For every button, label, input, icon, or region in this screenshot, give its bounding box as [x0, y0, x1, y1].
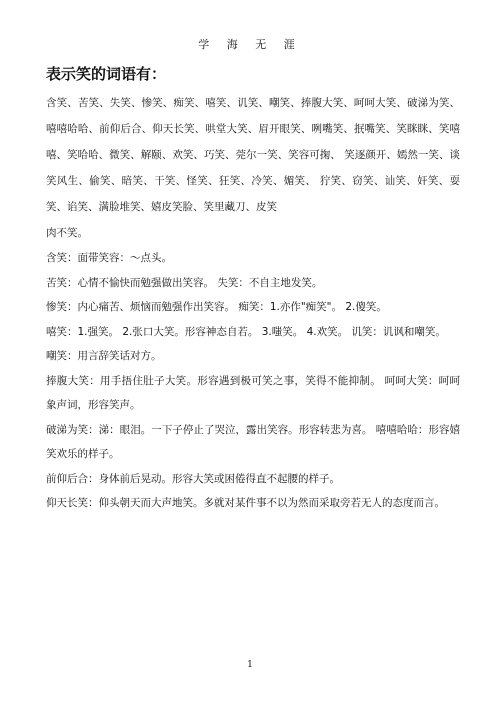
definition-3: 惨笑：内心痛苦、烦恼而勉强作出笑容。 痴笑：1.亦作"痴笑"。 2.傻笑。	[46, 301, 387, 313]
definition-6: 捧腹大笑：用手捂住肚子大笑。形容遇到极可笑之事，笑得不能抑制。 呵呵大笑：呵呵 象声词，形容笑声。	[46, 374, 460, 411]
page-title: 表示笑的词语有：	[46, 65, 167, 83]
definition-7: 破涕为笑：涕：眼泪。一下子停止了哭泣，露出笑容。形容转悲为喜。 嘻嘻哈哈：形容嬉笑欢乐的样子。	[46, 423, 460, 460]
definition-2: 苦笑：心情不愉快而勉强做出笑容。 失笑：不自主地发笑。	[46, 276, 323, 289]
definition-1: 含笑：面带笑容：～点头。	[46, 252, 172, 264]
word-list: 含笑、苦笑、失笑、惨笑、痴笑、嘻笑、讥笑、嘲笑、捧腹大笑、呵呵大笑、破涕为笑、嘻嘻哈哈、前仰后合、仰天长笑、哄堂大笑、眉开眼笑、咧嘴笑、抿嘴笑、笑眯眯、笑嘻嘻、笑哈哈、微笑、解颐、欢笑、巧笑、莞尔一笑、笑容可掬、 笑逐颜开、嫣然一笑、谈笑风生、偷笑、暗笑、干笑、怪笑、狂笑、冷笑、媚笑、 狞笑、窃笑、讪笑、奸笑、耍笑、谄笑、满脸堆笑、嬉皮笑脸、笑里藏刀、皮笑	[46, 97, 460, 213]
word-list-end: 肉不笑。	[46, 227, 88, 239]
page-header: 学 海 无 涯	[198, 38, 302, 51]
definition-5: 嘲笑：用言辞笑话对方。	[46, 350, 162, 362]
page-number: 1	[247, 660, 253, 670]
definition-9: 仰天长笑：仰头朝天而大声地笑。多就对某件事不以为然而采取旁若无人的态度而言。	[46, 497, 445, 509]
definition-4: 嘻笑：1.强笑。 2.张口大笑。形容神态自若。 3.嗤笑。 4.欢笑。 讥笑：讥讽和嘲笑。	[46, 325, 446, 338]
definition-8: 前仰后合：身体前后晃动。形容大笑或困倦得直不起腰的样子。	[46, 472, 340, 485]
document-body	[46, 90, 460, 516]
